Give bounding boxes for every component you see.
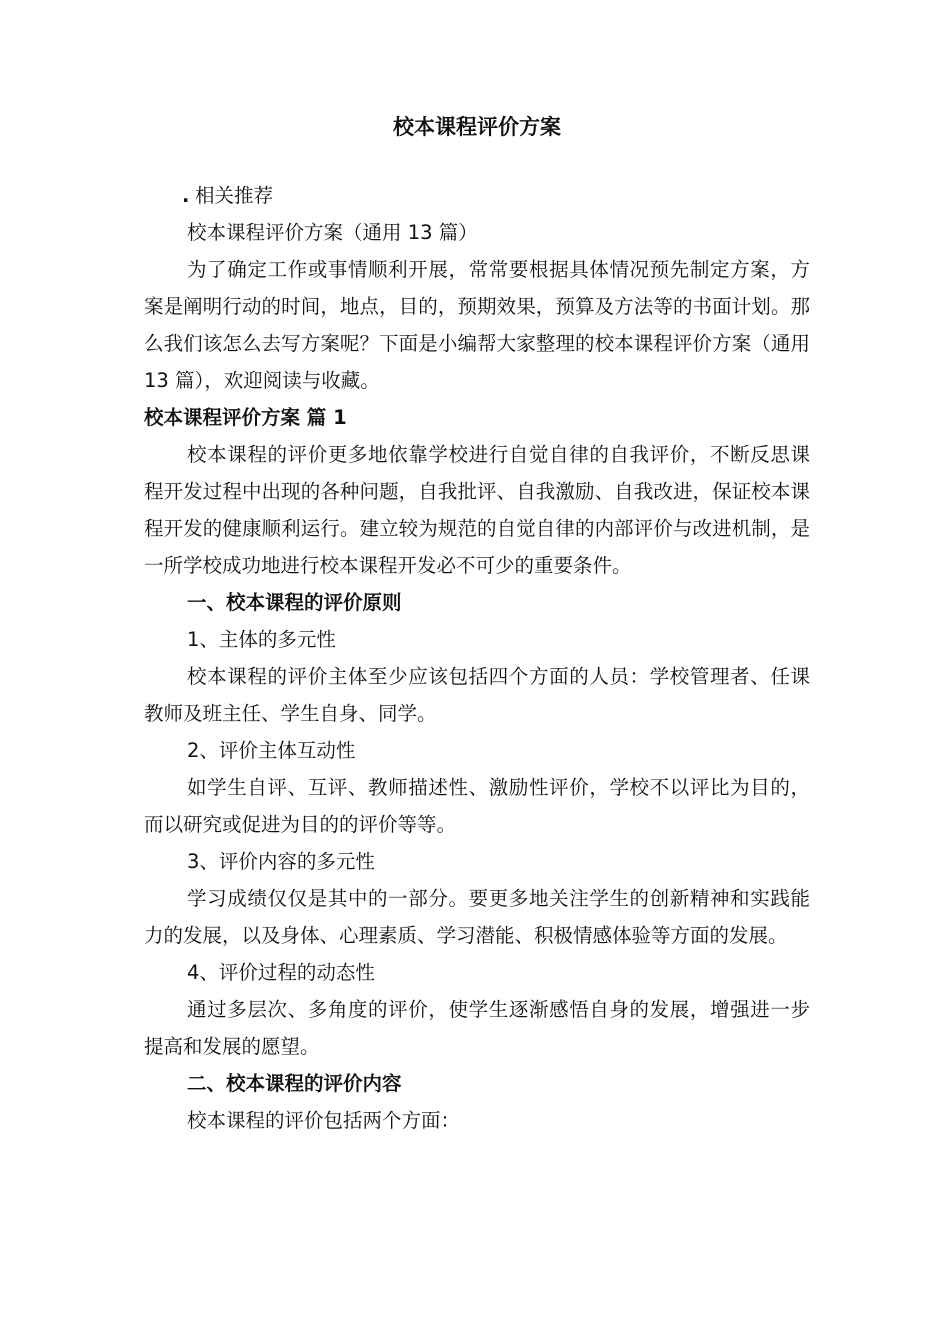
heading-principles: 一、校本课程的评价原则 <box>187 591 402 614</box>
item2-title: 2、评价主体互动性 <box>187 739 356 762</box>
item1-title: 1、主体的多元性 <box>187 628 336 651</box>
section-title: 校本课程评价方案 篇 1 <box>144 406 347 429</box>
related-link[interactable]: 校本课程评价方案（通用 13 篇） <box>187 221 478 244</box>
document-title: 校本课程评价方案 <box>393 115 561 139</box>
bullet-icon: . <box>182 184 190 207</box>
item3-title: 3、评价内容的多元性 <box>187 850 375 873</box>
item1-text: 校本课程的评价主体至少应该包括四个方面的人员：学校管理者、任课教师及班主任、学生自身、同学。 <box>144 665 810 725</box>
item4-text: 通过多层次、多角度的评价，使学生逐渐感悟自身的发展，增强进一步提高和发展的愿望。 <box>144 998 810 1058</box>
related-label: 相关推荐 <box>195 184 274 207</box>
related-recommendations <box>144 177 810 214</box>
document-body <box>144 177 810 1139</box>
item3-text: 学习成绩仅仅是其中的一部分。要更多地关注学生的创新精神和实践能力的发展，以及身体、心理素质、学习潜能、积极情感体验等方面的发展。 <box>144 887 810 947</box>
intro-paragraph: 为了确定工作或事情顺利开展，常常要根据具体情况预先制定方案，方案是阐明行动的时间，地点，目的，预期效果，预算及方法等的书面计划。那么我们该怎么去写方案呢？下面是小编帮大家整理的校本课程评价方案（通用 13 篇），欢迎阅读与收藏。 <box>144 258 810 392</box>
item4-title: 4、评价过程的动态性 <box>187 961 375 984</box>
heading-content: 二、校本课程的评价内容 <box>187 1072 402 1095</box>
item2-text: 如学生自评、互评、教师描述性、激励性评价，学校不以评比为目的，而以研究或促进为目的的评价等等。 <box>144 776 810 836</box>
heading-content-text: 校本课程的评价包括两个方面： <box>187 1109 461 1132</box>
section-paragraph: 校本课程的评价更多地依靠学校进行自觉自律的自我评价，不断反思课程开发过程中出现的各种问题，自我批评、自我激励、自我改进，保证校本课程开发的健康顺利运行。建立较为规范的自觉自律的内部评价与改进机制，是一所学校成功地进行校本课程开发必不可少的重要条件。 <box>144 443 810 577</box>
